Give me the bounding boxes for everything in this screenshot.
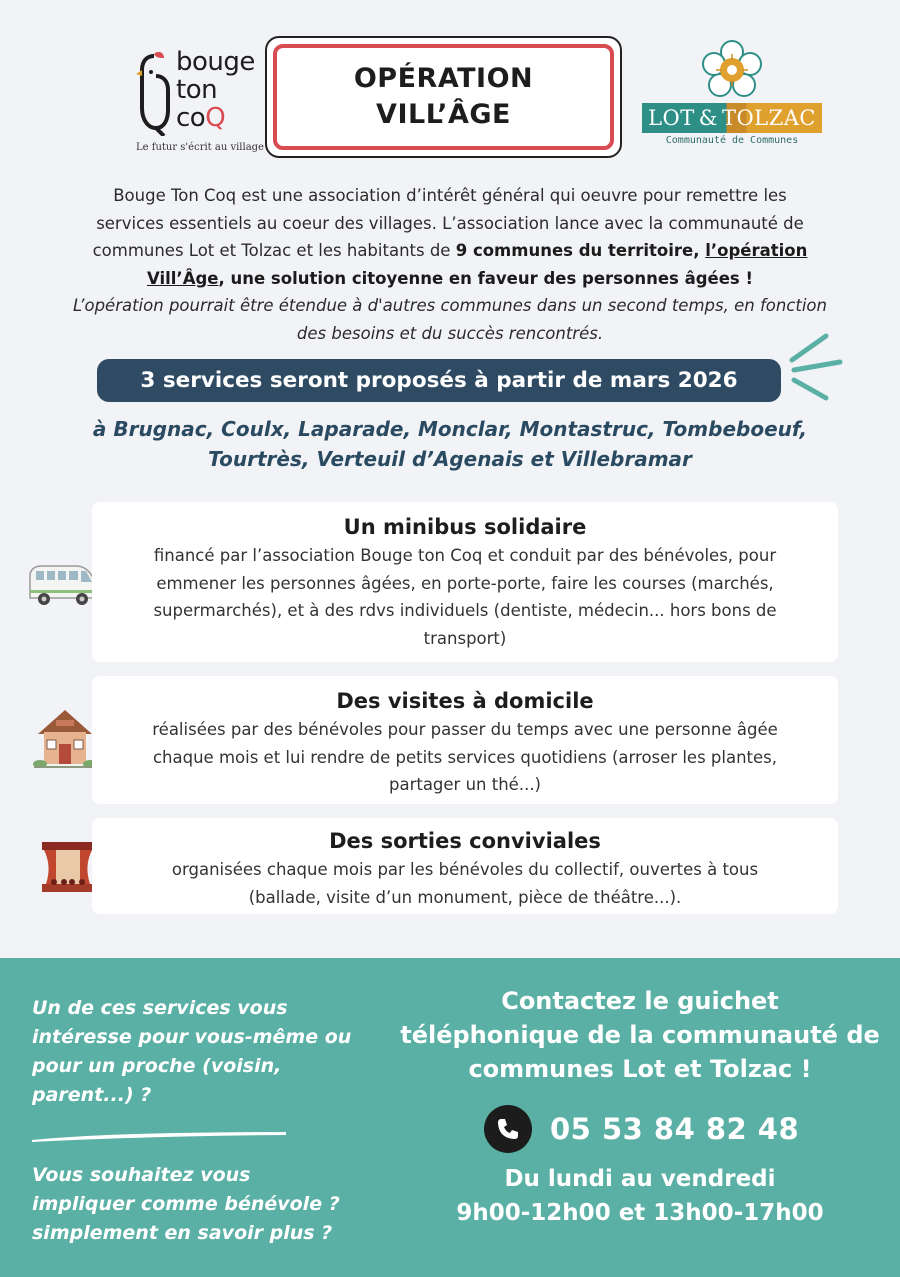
bouge-ton-coq-logo — [132, 44, 264, 159]
service-text-line: transport) — [423, 628, 507, 648]
intro-line: Bouge Ton Coq est une association d’intérêt général qui oeuvre pour remettre les — [113, 186, 787, 205]
services-banner: 3 services seront proposés à partir de mars 2026 — [97, 359, 781, 402]
question-line: intéresse pour vous-même ou — [32, 1026, 352, 1048]
question-line: pour un proche (voisin, — [32, 1055, 282, 1077]
service-text-line: emmener les personnes âgées, en porte-porte, faire les courses (marchés, — [156, 573, 774, 593]
logo-wordmark — [176, 48, 255, 132]
towns-line: Tourtrès, Verteuil d’Agenais et Villebramar — [208, 447, 692, 471]
question-volunteer — [32, 1161, 377, 1248]
rooster-logo-icon — [136, 50, 172, 136]
service-title: Des visites à domicile — [336, 689, 594, 713]
question-line: simplement en savoir plus ? — [32, 1222, 333, 1244]
service-text-line: (ballade, visite d’un monument, pièce de théâtre...). — [248, 887, 682, 907]
title-line-2: VILL’ÂGE — [376, 99, 511, 130]
operation-title-box — [265, 36, 622, 158]
brush-divider — [30, 1128, 288, 1144]
contact-line: téléphonique de la communauté de — [400, 1021, 880, 1049]
house-icon — [32, 704, 98, 772]
contact-line: Contactez le guichet — [501, 987, 779, 1015]
logo-name-lot: LOT — [648, 106, 695, 130]
intro-line: communes Lot et Tolzac et les habitants de 9 communes du territoire, l’opération — [92, 241, 808, 260]
lot-et-tolzac-logo — [640, 40, 825, 155]
service-text-line: partager un thé...) — [388, 775, 541, 794]
minibus-icon — [26, 560, 98, 608]
phone-number[interactable]: 05 53 84 82 48 — [550, 1112, 800, 1146]
flower-logo-icon — [700, 40, 764, 100]
service-text-line: chaque mois et lui rendre de petits services quotidiens (arroser les plantes, — [152, 747, 777, 767]
title-line-1: OPÉRATION — [353, 63, 534, 94]
logo-ampersand: & — [698, 106, 718, 130]
logo-name-tolzac: TOLZAC — [721, 106, 816, 130]
logo-subtitle: Communauté de Communes — [665, 135, 799, 146]
service-card-outings — [92, 818, 838, 914]
intro-line-italic: des besoins et du succès rencontrés. — [296, 323, 604, 343]
phone-handset-icon — [495, 1116, 521, 1142]
service-title: Un minibus solidaire — [343, 515, 587, 539]
service-title: Des sorties conviviales — [329, 829, 601, 853]
question-line: Vous souhaitez vous — [32, 1164, 251, 1186]
service-card-home-visits — [92, 676, 838, 804]
phone-icon — [484, 1105, 532, 1153]
intro-paragraph — [40, 182, 860, 347]
towns-line: à Brugnac, Coulx, Laparade, Monclar, Montastruc, Tombeboeuf, — [92, 417, 808, 441]
question-line: Un de ces services vous — [32, 997, 288, 1019]
logo-word-coq: coQ — [176, 103, 226, 133]
contact-heading — [400, 984, 880, 1086]
question-interest — [32, 994, 377, 1110]
logo-word-bouge: bouge — [176, 47, 255, 77]
question-line: impliquer comme bénévole ? — [32, 1193, 340, 1215]
towns-list — [40, 414, 860, 474]
theatre-curtain-icon — [42, 842, 94, 892]
logo-word-ton: ton — [176, 75, 218, 105]
service-text-line: supermarchés), et à des rdvs individuels (dentiste, médecin... hors bons de — [153, 601, 777, 620]
service-card-minibus — [92, 502, 838, 662]
hours-days: Du lundi au vendredi — [504, 1166, 776, 1192]
intro-line: Vill’Âge, une solution citoyenne en faveur des personnes âgées ! — [146, 268, 753, 288]
title-inner-frame — [273, 44, 614, 150]
sparkle-decoration-icon — [786, 330, 846, 410]
service-text-line: organisées chaque mois par les bénévoles du collectif, ouvertes à tous — [171, 860, 759, 879]
intro-line: services essentiels au coeur des villages. L’association lance avec la communauté de — [96, 213, 804, 233]
question-line: parent...) ? — [32, 1084, 152, 1106]
contact-line: communes Lot et Tolzac ! — [468, 1055, 812, 1083]
intro-line-italic: L’opération pourrait être étendue à d'autres communes dans un second temps, en fonction — [73, 296, 827, 315]
service-text-line: financé par l’association Bouge ton Coq et conduit par des bénévoles, pour — [153, 546, 777, 565]
opening-hours — [410, 1162, 870, 1230]
logo-tagline: Le futur s'écrit au village — [136, 142, 264, 153]
logo-name-banner — [642, 103, 822, 133]
hours-times: 9h00-12h00 et 13h00-17h00 — [456, 1200, 824, 1226]
phone-row — [484, 1104, 799, 1154]
service-text-line: réalisées par des bénévoles pour passer du temps avec une personne âgée — [152, 720, 778, 739]
